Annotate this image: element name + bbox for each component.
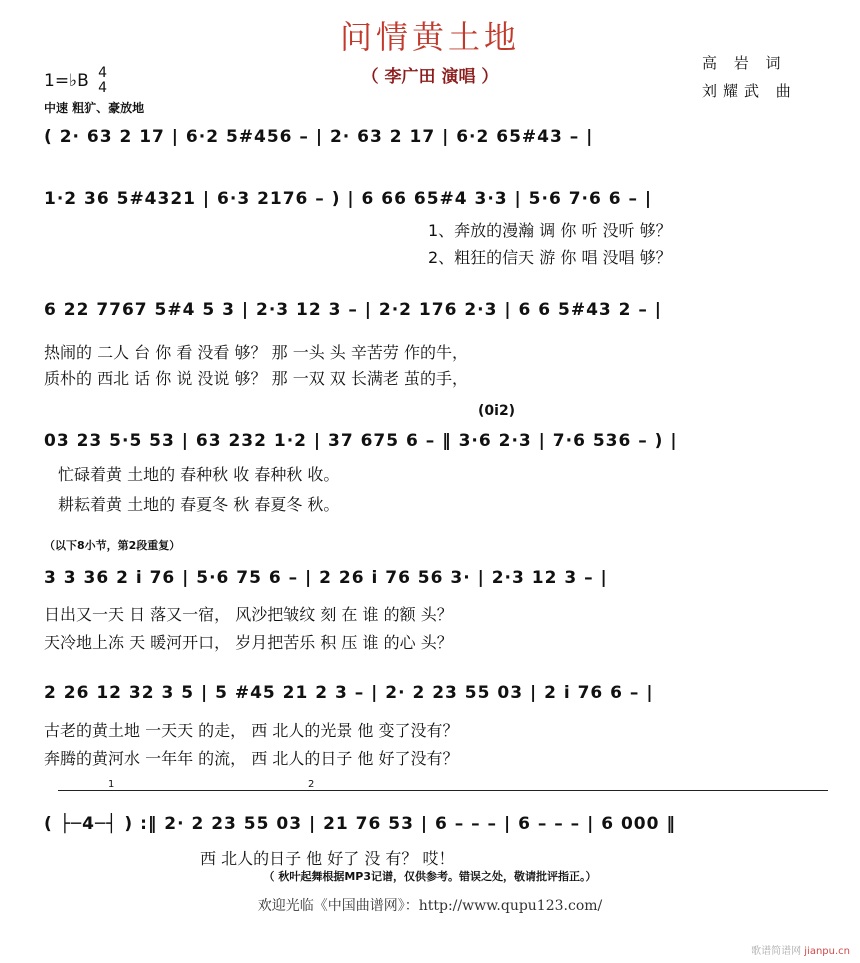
score-line-7: ( ├─4─┤ ) :‖ 2· 2 23 55 03 | 21 76 53 | 6 – – – | 6 – – – | 6 000 ‖ — [44, 814, 676, 834]
score-line-6: 2 26 12 32 3 5 | 5 #45 21 2 3 – | 2· 2 23 55 03 | 2 i 76 6 – | — [44, 683, 654, 703]
volta-2-label: 2 — [308, 779, 315, 790]
time-signature — [98, 66, 107, 96]
score-line-1: ( 2· 63 2 17 | 6·2 5#456 – | 2· 63 2 17 | 6·2 65#43 – | — [44, 127, 594, 147]
repeat-instruction: （以下8小节，第2段重复） — [44, 539, 181, 552]
lyric-line-6b: 奔腾的黄河水 一年年 的流， 西 北人的日子 他 好了没有？ — [44, 749, 459, 768]
lyric-line-4a: 忙碌着黄 土地的 春种秋 收 春种秋 收。 — [58, 465, 340, 484]
lyricist: 高 岩 词 — [702, 54, 787, 72]
key-signature — [44, 66, 107, 96]
composer: 刘耀武 曲 — [702, 82, 797, 100]
lyric-line-4b: 耕耘着黄 土地的 春夏冬 秋 春夏冬 秋。 — [58, 495, 340, 514]
volta-bracket — [58, 779, 828, 805]
watermark-text-1: 歌谱简谱网 — [751, 946, 802, 957]
page-title: 问情黄土地 — [339, 18, 520, 56]
lyric-line-3b: 质朴的 西北 话 你 说 没说 够？ 那 一双 双 长满老 茧的手， — [44, 369, 468, 388]
time-top: 4 — [98, 65, 108, 81]
site-footer: 欢迎光临《中国曲谱网》：http://www.qupu123.com/ — [257, 898, 603, 914]
singer-line: （ 李广田 演唱 ） — [361, 67, 499, 87]
lyric-line-2b: 2、粗狂的信天 游 你 唱 没唱 够？ — [428, 248, 672, 267]
score-line-5: 3 3 36 2 i 76 | 5·6 75 6 – | 2 26 i 76 56 3· | 2·3 12 3 – | — [44, 568, 608, 588]
lyric-line-6a: 古老的黄土地 一天天 的走， 西 北人的光景 他 变了没有？ — [44, 721, 459, 740]
lyric-line-3a: 热闹的 二人 台 你 看 没看 够？ 那 一头 头 辛苦劳 作的牛， — [44, 343, 468, 362]
time-bottom: 4 — [98, 80, 108, 96]
tempo-marking: 中速 粗犷、豪放地 — [44, 101, 145, 115]
lyric-line-7: 西 北人的日子 他 好了 没 有？ 哎！ — [200, 849, 455, 868]
transcriber-note: （ 秋叶起舞根据MP3记谱，仅供参考。错误之处，敬请批评指正。） — [263, 870, 597, 883]
lyric-line-5a: 日出又一天 日 落又一宿， 风沙把皱纹 刻 在 谁 的额 头？ — [44, 605, 453, 624]
volta-1-label: 1 — [108, 779, 115, 790]
score-line-2: 1·2 36 5#4321 | 6·3 2176 – ) | 6 66 65#4 3·3 | 5·6 7·6 6 – | — [44, 189, 653, 209]
watermark-text-2: jianpu.cn — [804, 946, 850, 957]
score-line-3: 6 22 7767 5#4 5 3 | 2·3 12 3 – | 2·2 176 2·3 | 6 6 5#43 2 – | — [44, 300, 663, 320]
key-label: 1=♭B — [44, 71, 89, 91]
ossia-notes: (0i2) — [478, 403, 516, 419]
lyric-line-2a: 1、奔放的漫瀚 调 你 听 没听 够？ — [428, 221, 672, 240]
score-line-4: 03 23 5·5 53 | 63 232 1·2 | 37 675 6 – ‖ 3·6 2·3 | 7·6 536 – ) | — [44, 431, 678, 451]
lyric-line-5b: 天冷地上冻 天 暖河开口， 岁月把苦乐 积 压 谁 的心 头？ — [44, 633, 453, 652]
watermark — [751, 942, 850, 957]
